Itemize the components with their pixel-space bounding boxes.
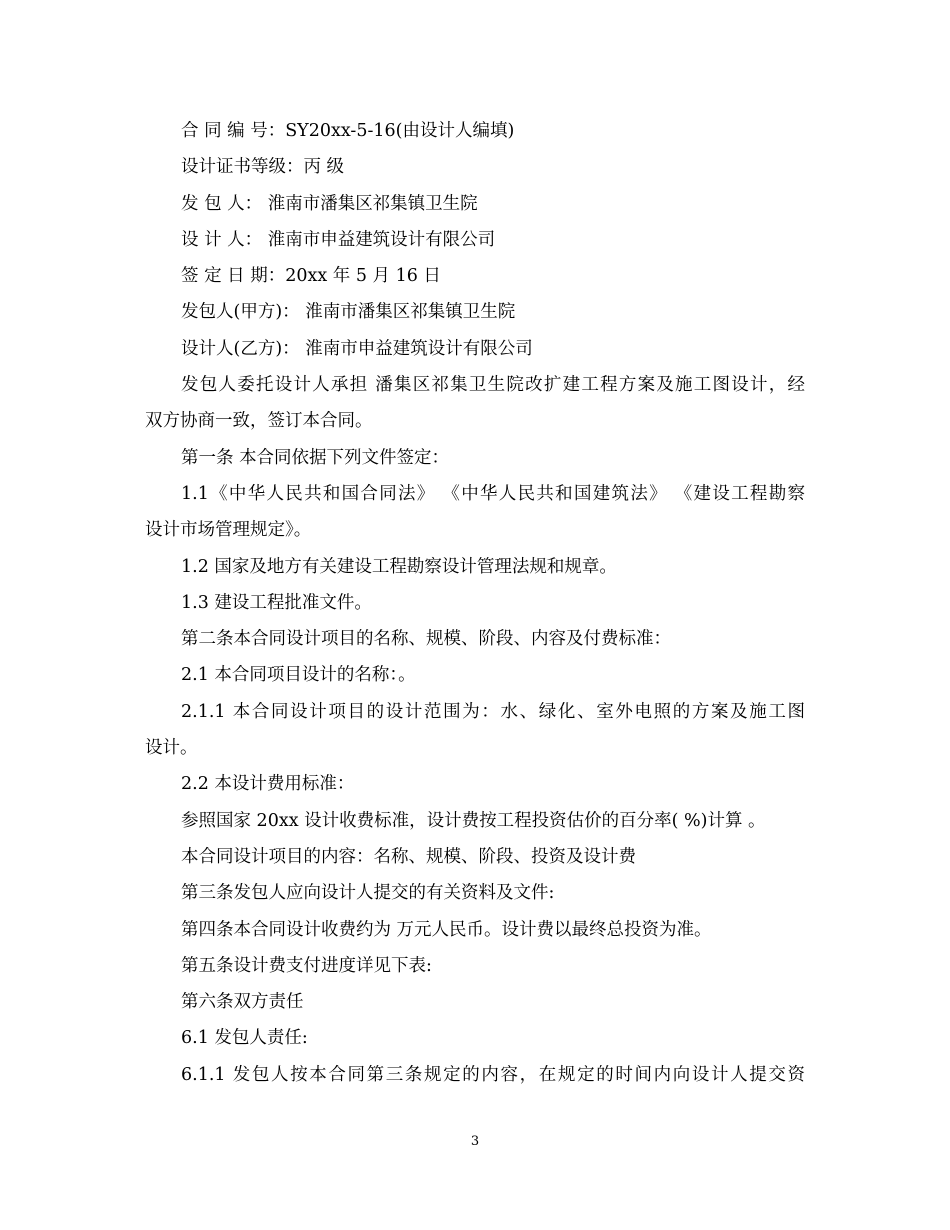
party-a-line: 发包人(甲方)： 淮南市潘集区祁集镇卫生院 (181, 302, 516, 323)
paragraph-line: 发包人委托设计人承担 潘集区祁集卫生院改扩建工程方案及施工图设计，经 (181, 375, 805, 396)
clause-1-2-line: 1.2 国家及地方有关建设工程勘察设计管理法规和规章。 (181, 556, 617, 577)
clause-2-1-line: 2.1 本合同项目设计的名称：。 (181, 665, 416, 686)
article-1-heading: 第一条 本合同依据下列文件签定： (181, 447, 450, 468)
clause-6-1-1-line: 6.1.1 发包人按本合同第三条规定的内容，在规定的时间内向设计人提交资 (181, 1064, 805, 1085)
article-2-heading: 第二条本合同设计项目的名称、规模、阶段、内容及付费标准： (181, 629, 671, 650)
clause-1-3-line: 1.3 建设工程批准文件。 (181, 592, 372, 613)
page-number: 3 (470, 1134, 480, 1149)
article-6-heading: 第六条双方责任 (181, 992, 304, 1013)
article-4-heading: 第四条本合同设计收费约为 万元人民币。设计费以最终总投资为准。 (181, 919, 712, 940)
clause-2-1-1-line: 设计。 (145, 738, 198, 759)
designer-line: 设 计 人： 淮南市申益建筑设计有限公司 (181, 229, 496, 250)
signing-date-line: 签 定 日 期：20xx 年 5 月 16 日 (181, 266, 441, 287)
client-line: 发 包 人： 淮南市潘集区祁集镇卫生院 (181, 193, 478, 214)
article-3-heading: 第三条发包人应向设计人提交的有关资料及文件: (181, 883, 555, 904)
clause-2-2-line: 2.2 本设计费用标准： (181, 774, 355, 795)
project-content-line: 本合同设计项目的内容：名称、规模、阶段、投资及设计费 (181, 846, 636, 867)
article-5-heading: 第五条设计费支付进度详见下表: (181, 955, 432, 976)
design-certificate-grade-line: 设计证书等级：丙 级 (181, 157, 345, 178)
document-body (145, 113, 805, 1093)
clause-6-1-line: 6.1 发包人责任: (181, 1028, 308, 1049)
clause-2-1-1-line: 2.1.1 本合同设计项目的设计范围为：水、绿化、室外电照的方案及施工图 (181, 701, 805, 722)
fee-standard-line: 参照国家 20xx 设计收费标准，设计费按工程投资估价的百分率( %)计算 。 (181, 810, 766, 831)
contract-number-line: 合 同 编 号：SY20xx-5-16(由设计人编填) (181, 121, 515, 141)
clause-1-1-line: 设计市场管理规定》。 (145, 520, 312, 541)
paragraph-line: 双方协商一致，签订本合同。 (145, 411, 373, 432)
party-b-line: 设计人(乙方)： 淮南市申益建筑设计有限公司 (181, 338, 533, 359)
clause-1-1-line: 1.1《中华人民共和国合同法》 《中华人民共和国建筑法》 《建设工程勘察 (181, 483, 805, 504)
